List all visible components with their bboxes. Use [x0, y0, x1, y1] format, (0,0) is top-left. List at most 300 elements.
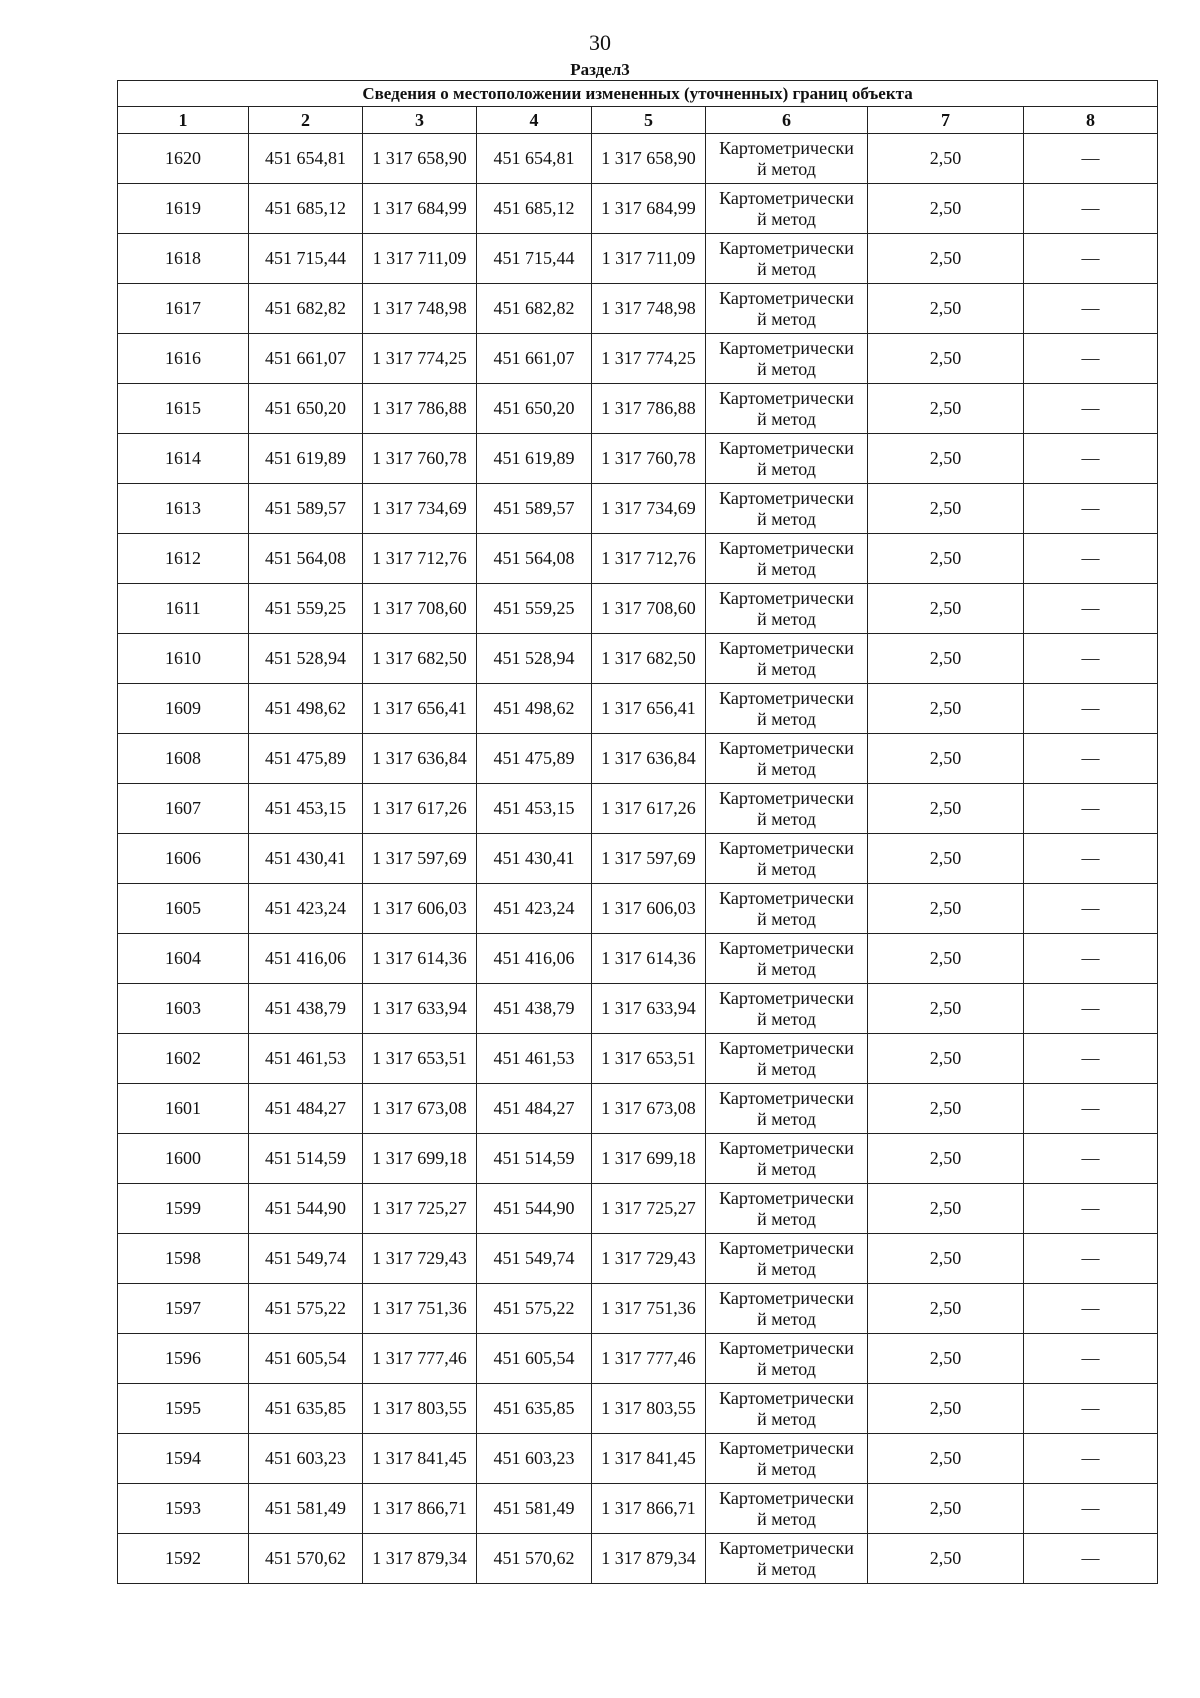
- table-row: [118, 1334, 1158, 1384]
- accuracy-cell: 2,50: [868, 484, 1024, 534]
- method-line: й метод: [757, 1158, 816, 1179]
- point-number-cell: 1603: [118, 984, 249, 1034]
- x-old-cell: 451 438,79: [249, 984, 363, 1034]
- method-line: й метод: [757, 258, 816, 279]
- method-cell: [706, 384, 868, 434]
- method-line: й метод: [757, 1208, 816, 1229]
- x-new-cell: 451 619,89: [477, 434, 592, 484]
- y-new-cell: 1 317 711,09: [592, 234, 706, 284]
- column-number: 8: [1024, 107, 1158, 134]
- x-new-cell: 451 650,20: [477, 384, 592, 434]
- method-line: Картометрически: [719, 1137, 854, 1158]
- x-old-cell: 451 430,41: [249, 834, 363, 884]
- accuracy-cell: 2,50: [868, 834, 1024, 884]
- method-cell: [706, 584, 868, 634]
- accuracy-cell: 2,50: [868, 684, 1024, 734]
- x-old-cell: 451 575,22: [249, 1284, 363, 1334]
- description-cell: —: [1024, 1184, 1158, 1234]
- method-line: й метод: [757, 408, 816, 429]
- method-line: й метод: [757, 508, 816, 529]
- method-cell: [706, 534, 868, 584]
- x-old-cell: 451 528,94: [249, 634, 363, 684]
- method-line: й метод: [757, 1458, 816, 1479]
- y-old-cell: 1 317 712,76: [363, 534, 477, 584]
- point-number-cell: 1619: [118, 184, 249, 234]
- table-row: [118, 1284, 1158, 1334]
- x-new-cell: 451 430,41: [477, 834, 592, 884]
- method-line: й метод: [757, 558, 816, 579]
- description-cell: —: [1024, 284, 1158, 334]
- method-cell: [706, 134, 868, 184]
- y-old-cell: 1 317 682,50: [363, 634, 477, 684]
- accuracy-cell: 2,50: [868, 184, 1024, 234]
- method-cell: [706, 934, 868, 984]
- method-line: Картометрически: [719, 1337, 854, 1358]
- section-label: Раздел3: [570, 60, 630, 79]
- y-old-cell: 1 317 777,46: [363, 1334, 477, 1384]
- table-row: [118, 1234, 1158, 1284]
- table-row: [118, 134, 1158, 184]
- method-line: й метод: [757, 208, 816, 229]
- method-line: Картометрически: [719, 1487, 854, 1508]
- table-row: [118, 184, 1158, 234]
- table-row: [118, 534, 1158, 584]
- y-new-cell: 1 317 725,27: [592, 1184, 706, 1234]
- accuracy-cell: 2,50: [868, 384, 1024, 434]
- x-new-cell: 451 549,74: [477, 1234, 592, 1284]
- point-number-cell: 1608: [118, 734, 249, 784]
- column-number: 5: [592, 107, 706, 134]
- y-new-cell: 1 317 708,60: [592, 584, 706, 634]
- method-line: Картометрически: [719, 287, 854, 308]
- point-number-cell: 1620: [118, 134, 249, 184]
- method-line: й метод: [757, 1558, 816, 1579]
- y-old-cell: 1 317 729,43: [363, 1234, 477, 1284]
- point-number-cell: 1602: [118, 1034, 249, 1084]
- x-new-cell: 451 423,24: [477, 884, 592, 934]
- x-new-cell: 451 438,79: [477, 984, 592, 1034]
- accuracy-cell: 2,50: [868, 884, 1024, 934]
- x-new-cell: 451 559,25: [477, 584, 592, 634]
- x-old-cell: 451 544,90: [249, 1184, 363, 1234]
- x-old-cell: 451 715,44: [249, 234, 363, 284]
- y-old-cell: 1 317 725,27: [363, 1184, 477, 1234]
- x-new-cell: 451 528,94: [477, 634, 592, 684]
- point-number-cell: 1615: [118, 384, 249, 434]
- y-old-cell: 1 317 760,78: [363, 434, 477, 484]
- y-old-cell: 1 317 751,36: [363, 1284, 477, 1334]
- column-number: 4: [477, 107, 592, 134]
- x-old-cell: 451 549,74: [249, 1234, 363, 1284]
- method-cell: [706, 784, 868, 834]
- x-old-cell: 451 605,54: [249, 1334, 363, 1384]
- accuracy-cell: 2,50: [868, 534, 1024, 584]
- point-number-cell: 1600: [118, 1134, 249, 1184]
- accuracy-cell: 2,50: [868, 1034, 1024, 1084]
- table-row: [118, 1084, 1158, 1134]
- y-new-cell: 1 317 729,43: [592, 1234, 706, 1284]
- description-cell: —: [1024, 584, 1158, 634]
- method-line: й метод: [757, 858, 816, 879]
- x-new-cell: 451 603,23: [477, 1434, 592, 1484]
- x-old-cell: 451 581,49: [249, 1484, 363, 1534]
- y-new-cell: 1 317 633,94: [592, 984, 706, 1034]
- method-cell: [706, 1334, 868, 1384]
- x-new-cell: 451 564,08: [477, 534, 592, 584]
- y-new-cell: 1 317 682,50: [592, 634, 706, 684]
- method-cell: [706, 734, 868, 784]
- description-cell: —: [1024, 184, 1158, 234]
- method-line: Картометрически: [719, 737, 854, 758]
- description-cell: —: [1024, 1534, 1158, 1584]
- accuracy-cell: 2,50: [868, 234, 1024, 284]
- method-cell: [706, 1384, 868, 1434]
- method-line: Картометрически: [719, 1537, 854, 1558]
- method-line: Картометрически: [719, 237, 854, 258]
- method-cell: [706, 1184, 868, 1234]
- x-old-cell: 451 453,15: [249, 784, 363, 834]
- y-old-cell: 1 317 633,94: [363, 984, 477, 1034]
- point-number-cell: 1605: [118, 884, 249, 934]
- method-cell: [706, 884, 868, 934]
- method-cell: [706, 834, 868, 884]
- y-old-cell: 1 317 656,41: [363, 684, 477, 734]
- method-line: Картометрически: [719, 137, 854, 158]
- x-old-cell: 451 619,89: [249, 434, 363, 484]
- method-line: й метод: [757, 1008, 816, 1029]
- point-number-cell: 1617: [118, 284, 249, 334]
- table-row: [118, 634, 1158, 684]
- description-cell: —: [1024, 484, 1158, 534]
- accuracy-cell: 2,50: [868, 584, 1024, 634]
- method-cell: [706, 484, 868, 534]
- y-new-cell: 1 317 597,69: [592, 834, 706, 884]
- accuracy-cell: 2,50: [868, 784, 1024, 834]
- method-line: Картометрически: [719, 887, 854, 908]
- y-old-cell: 1 317 699,18: [363, 1134, 477, 1184]
- y-new-cell: 1 317 699,18: [592, 1134, 706, 1184]
- x-old-cell: 451 589,57: [249, 484, 363, 534]
- y-new-cell: 1 317 734,69: [592, 484, 706, 534]
- table-row: [118, 284, 1158, 334]
- description-cell: —: [1024, 1334, 1158, 1384]
- x-old-cell: 451 570,62: [249, 1534, 363, 1584]
- point-number-cell: 1609: [118, 684, 249, 734]
- x-new-cell: 451 416,06: [477, 934, 592, 984]
- x-new-cell: 451 715,44: [477, 234, 592, 284]
- method-cell: [706, 1034, 868, 1084]
- point-number-cell: 1610: [118, 634, 249, 684]
- y-old-cell: 1 317 841,45: [363, 1434, 477, 1484]
- description-cell: —: [1024, 334, 1158, 384]
- method-cell: [706, 184, 868, 234]
- method-line: й метод: [757, 1358, 816, 1379]
- y-old-cell: 1 317 708,60: [363, 584, 477, 634]
- column-number: 2: [249, 107, 363, 134]
- y-old-cell: 1 317 658,90: [363, 134, 477, 184]
- accuracy-cell: 2,50: [868, 1534, 1024, 1584]
- y-new-cell: 1 317 614,36: [592, 934, 706, 984]
- x-old-cell: 451 661,07: [249, 334, 363, 384]
- description-cell: —: [1024, 134, 1158, 184]
- table-row: [118, 1534, 1158, 1584]
- x-old-cell: 451 685,12: [249, 184, 363, 234]
- x-old-cell: 451 484,27: [249, 1084, 363, 1134]
- x-new-cell: 451 661,07: [477, 334, 592, 384]
- accuracy-cell: 2,50: [868, 134, 1024, 184]
- description-cell: —: [1024, 1234, 1158, 1284]
- y-new-cell: 1 317 803,55: [592, 1384, 706, 1434]
- method-line: й метод: [757, 1058, 816, 1079]
- y-new-cell: 1 317 636,84: [592, 734, 706, 784]
- y-old-cell: 1 317 614,36: [363, 934, 477, 984]
- y-new-cell: 1 317 866,71: [592, 1484, 706, 1534]
- x-new-cell: 451 461,53: [477, 1034, 592, 1084]
- point-number-cell: 1612: [118, 534, 249, 584]
- accuracy-cell: 2,50: [868, 1334, 1024, 1384]
- method-line: Картометрически: [719, 437, 854, 458]
- accuracy-cell: 2,50: [868, 634, 1024, 684]
- accuracy-cell: 2,50: [868, 434, 1024, 484]
- point-number-cell: 1614: [118, 434, 249, 484]
- table-row: [118, 1484, 1158, 1534]
- column-number: 6: [706, 107, 868, 134]
- x-new-cell: 451 544,90: [477, 1184, 592, 1234]
- method-line: Картометрически: [719, 1287, 854, 1308]
- method-line: й метод: [757, 658, 816, 679]
- table-row: [118, 1384, 1158, 1434]
- method-cell: [706, 434, 868, 484]
- point-number-cell: 1592: [118, 1534, 249, 1584]
- y-old-cell: 1 317 684,99: [363, 184, 477, 234]
- method-line: Картометрически: [719, 637, 854, 658]
- description-cell: —: [1024, 884, 1158, 934]
- accuracy-cell: 2,50: [868, 1384, 1024, 1434]
- description-cell: —: [1024, 934, 1158, 984]
- description-cell: —: [1024, 234, 1158, 284]
- point-number-cell: 1595: [118, 1384, 249, 1434]
- x-old-cell: 451 514,59: [249, 1134, 363, 1184]
- method-cell: [706, 634, 868, 684]
- description-cell: —: [1024, 834, 1158, 884]
- x-new-cell: 451 484,27: [477, 1084, 592, 1134]
- description-cell: —: [1024, 1284, 1158, 1334]
- description-cell: —: [1024, 784, 1158, 834]
- table-row: [118, 334, 1158, 384]
- method-line: й метод: [757, 608, 816, 629]
- x-new-cell: 451 682,82: [477, 284, 592, 334]
- y-new-cell: 1 317 774,25: [592, 334, 706, 384]
- description-cell: —: [1024, 1084, 1158, 1134]
- method-line: й метод: [757, 708, 816, 729]
- method-line: й метод: [757, 1258, 816, 1279]
- table-row: [118, 734, 1158, 784]
- accuracy-cell: 2,50: [868, 1134, 1024, 1184]
- table-row: [118, 1134, 1158, 1184]
- description-cell: —: [1024, 1034, 1158, 1084]
- accuracy-cell: 2,50: [868, 1234, 1024, 1284]
- description-cell: —: [1024, 984, 1158, 1034]
- x-old-cell: 451 603,23: [249, 1434, 363, 1484]
- description-cell: —: [1024, 1434, 1158, 1484]
- method-cell: [706, 1134, 868, 1184]
- method-line: й метод: [757, 1108, 816, 1129]
- y-old-cell: 1 317 673,08: [363, 1084, 477, 1134]
- method-line: й метод: [757, 908, 816, 929]
- column-number: 3: [363, 107, 477, 134]
- method-line: й метод: [757, 1408, 816, 1429]
- x-new-cell: 451 685,12: [477, 184, 592, 234]
- method-line: Картометрически: [719, 1187, 854, 1208]
- y-new-cell: 1 317 751,36: [592, 1284, 706, 1334]
- point-number-cell: 1604: [118, 934, 249, 984]
- accuracy-cell: 2,50: [868, 734, 1024, 784]
- y-new-cell: 1 317 712,76: [592, 534, 706, 584]
- description-cell: —: [1024, 634, 1158, 684]
- table-row: [118, 384, 1158, 434]
- description-cell: —: [1024, 734, 1158, 784]
- y-new-cell: 1 317 656,41: [592, 684, 706, 734]
- description-cell: —: [1024, 684, 1158, 734]
- table-row: [118, 934, 1158, 984]
- method-cell: [706, 684, 868, 734]
- method-cell: [706, 1084, 868, 1134]
- column-number-row: [118, 107, 1158, 134]
- y-old-cell: 1 317 866,71: [363, 1484, 477, 1534]
- x-old-cell: 451 461,53: [249, 1034, 363, 1084]
- table-row: [118, 884, 1158, 934]
- point-number-cell: 1597: [118, 1284, 249, 1334]
- table-row: [118, 484, 1158, 534]
- method-cell: [706, 1234, 868, 1284]
- accuracy-cell: 2,50: [868, 934, 1024, 984]
- method-line: Картометрически: [719, 1237, 854, 1258]
- y-old-cell: 1 317 786,88: [363, 384, 477, 434]
- description-cell: —: [1024, 1384, 1158, 1434]
- y-new-cell: 1 317 673,08: [592, 1084, 706, 1134]
- point-number-cell: 1616: [118, 334, 249, 384]
- x-new-cell: 451 498,62: [477, 684, 592, 734]
- point-number-cell: 1607: [118, 784, 249, 834]
- method-cell: [706, 1284, 868, 1334]
- y-old-cell: 1 317 879,34: [363, 1534, 477, 1584]
- method-cell: [706, 984, 868, 1034]
- accuracy-cell: 2,50: [868, 334, 1024, 384]
- table-title: Сведения о местоположении измененных (уточненных) границ объекта: [118, 81, 1158, 107]
- x-old-cell: 451 423,24: [249, 884, 363, 934]
- method-cell: [706, 234, 868, 284]
- x-new-cell: 451 475,89: [477, 734, 592, 784]
- y-old-cell: 1 317 803,55: [363, 1384, 477, 1434]
- point-number-cell: 1599: [118, 1184, 249, 1234]
- method-line: Картометрически: [719, 387, 854, 408]
- point-number-cell: 1613: [118, 484, 249, 534]
- x-old-cell: 451 682,82: [249, 284, 363, 334]
- method-cell: [706, 1534, 868, 1584]
- table-row: [118, 984, 1158, 1034]
- table-body: [118, 134, 1158, 1584]
- column-number: 1: [118, 107, 249, 134]
- method-line: Картометрически: [719, 1387, 854, 1408]
- y-new-cell: 1 317 748,98: [592, 284, 706, 334]
- method-line: Картометрически: [719, 1037, 854, 1058]
- accuracy-cell: 2,50: [868, 1434, 1024, 1484]
- x-new-cell: 451 654,81: [477, 134, 592, 184]
- x-new-cell: 451 581,49: [477, 1484, 592, 1534]
- x-new-cell: 451 575,22: [477, 1284, 592, 1334]
- method-line: й метод: [757, 808, 816, 829]
- point-number-cell: 1594: [118, 1434, 249, 1484]
- x-old-cell: 451 564,08: [249, 534, 363, 584]
- table-row: [118, 834, 1158, 884]
- method-line: Картометрически: [719, 1437, 854, 1458]
- description-cell: —: [1024, 1484, 1158, 1534]
- table-row: [118, 1034, 1158, 1084]
- table-row: [118, 784, 1158, 834]
- y-old-cell: 1 317 636,84: [363, 734, 477, 784]
- x-new-cell: 451 570,62: [477, 1534, 592, 1584]
- table-row: [118, 1434, 1158, 1484]
- point-number-cell: 1611: [118, 584, 249, 634]
- x-new-cell: 451 589,57: [477, 484, 592, 534]
- y-old-cell: 1 317 711,09: [363, 234, 477, 284]
- x-old-cell: 451 635,85: [249, 1384, 363, 1434]
- page-number: 30: [589, 30, 611, 55]
- method-line: Картометрически: [719, 537, 854, 558]
- description-cell: —: [1024, 384, 1158, 434]
- x-new-cell: 451 635,85: [477, 1384, 592, 1434]
- method-line: Картометрически: [719, 1087, 854, 1108]
- accuracy-cell: 2,50: [868, 1484, 1024, 1534]
- method-line: Картометрически: [719, 587, 854, 608]
- y-new-cell: 1 317 606,03: [592, 884, 706, 934]
- y-new-cell: 1 317 841,45: [592, 1434, 706, 1484]
- method-line: Картометрически: [719, 187, 854, 208]
- method-cell: [706, 334, 868, 384]
- accuracy-cell: 2,50: [868, 284, 1024, 334]
- method-line: Картометрически: [719, 787, 854, 808]
- method-line: й метод: [757, 758, 816, 779]
- column-number: 7: [868, 107, 1024, 134]
- point-number-cell: 1618: [118, 234, 249, 284]
- table-row: [118, 684, 1158, 734]
- method-line: й метод: [757, 1508, 816, 1529]
- method-cell: [706, 1484, 868, 1534]
- method-line: й метод: [757, 1308, 816, 1329]
- x-old-cell: 451 654,81: [249, 134, 363, 184]
- method-cell: [706, 1434, 868, 1484]
- method-line: й метод: [757, 958, 816, 979]
- y-new-cell: 1 317 617,26: [592, 784, 706, 834]
- y-new-cell: 1 317 879,34: [592, 1534, 706, 1584]
- method-line: Картометрически: [719, 337, 854, 358]
- point-number-cell: 1601: [118, 1084, 249, 1134]
- y-old-cell: 1 317 617,26: [363, 784, 477, 834]
- point-number-cell: 1593: [118, 1484, 249, 1534]
- description-cell: —: [1024, 434, 1158, 484]
- y-old-cell: 1 317 774,25: [363, 334, 477, 384]
- method-line: Картометрически: [719, 987, 854, 1008]
- accuracy-cell: 2,50: [868, 1284, 1024, 1334]
- y-new-cell: 1 317 786,88: [592, 384, 706, 434]
- x-old-cell: 451 416,06: [249, 934, 363, 984]
- x-old-cell: 451 650,20: [249, 384, 363, 434]
- y-old-cell: 1 317 606,03: [363, 884, 477, 934]
- table-row: [118, 234, 1158, 284]
- table-row: [118, 1184, 1158, 1234]
- table-row: [118, 584, 1158, 634]
- coordinates-table: [117, 80, 1158, 1584]
